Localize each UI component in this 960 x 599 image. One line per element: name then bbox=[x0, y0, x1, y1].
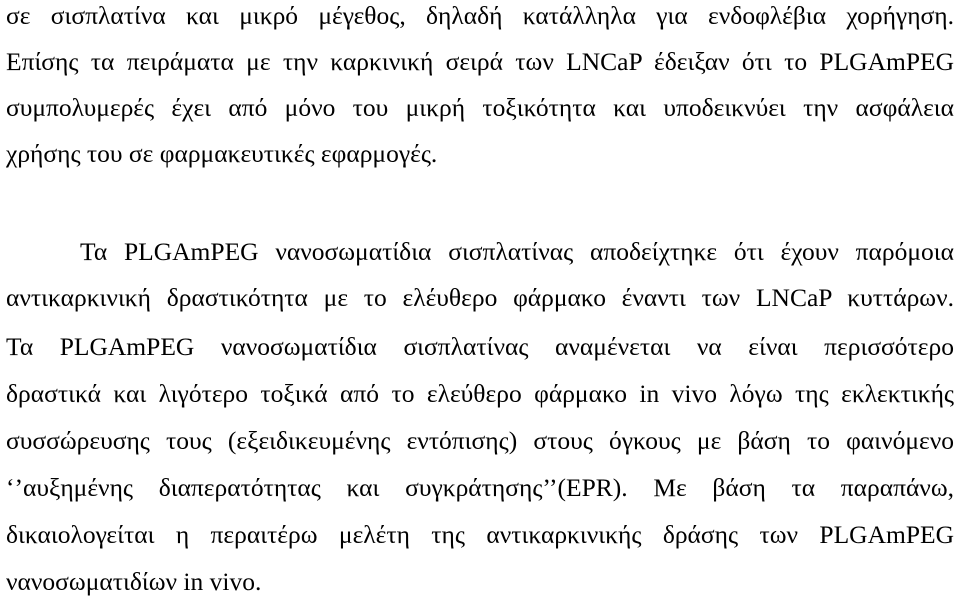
text-line: σε σισπλατίνα και μικρό μέγεθος, δηλαδή κατάλληλα για ενδοφλέβια χορήγηση. bbox=[6, 1, 954, 30]
text-line: δραστικά και λιγότερο τοξικά από το ελεύθερο φάρμακο in vivo λόγω της εκλεκτικής bbox=[6, 379, 954, 408]
text-line: Επίσης τα πειράματα με την καρκινική σειρά των LNCaP έδειξαν ότι το PLGAmPEG bbox=[6, 47, 954, 76]
text-line: χρήσης του σε φαρμακευτικές εφαρμογές. bbox=[6, 139, 438, 168]
text-line-indented: Τα PLGAmPEG νανοσωματίδια σισπλατίνας αποδείχτηκε ότι έχουν παρόμοια bbox=[80, 237, 954, 266]
text-line: δικαιολογείται η περαιτέρω μελέτη της αντικαρκινικής δράσης των PLGAmPEG bbox=[6, 520, 954, 549]
text-line: Τα PLGAmPEG νανοσωματίδια σισπλατίνας αναμένεται να είναι περισσότερο bbox=[6, 332, 954, 361]
text-line: συμπολυμερές έχει από μόνο του μικρή τοξικότητα και υποδεικνύει την ασφάλεια bbox=[6, 93, 954, 122]
text-line: αντικαρκινική δραστικότητα με το ελέυθερο φάρμακο έναντι των LNCaP κυττάρων. bbox=[6, 283, 954, 312]
text-line: νανοσωματιδίων in vivo. bbox=[6, 567, 262, 596]
text-line: συσσώρευσης τους (εξειδικευμένης εντόπισης) στους όγκους με βάση το φαινόμενο bbox=[6, 426, 954, 455]
text-line: ‘’αυξημένης διαπερατότητας και συγκράτησης’’(EPR). Με βάση τα παραπάνω, bbox=[6, 473, 954, 502]
